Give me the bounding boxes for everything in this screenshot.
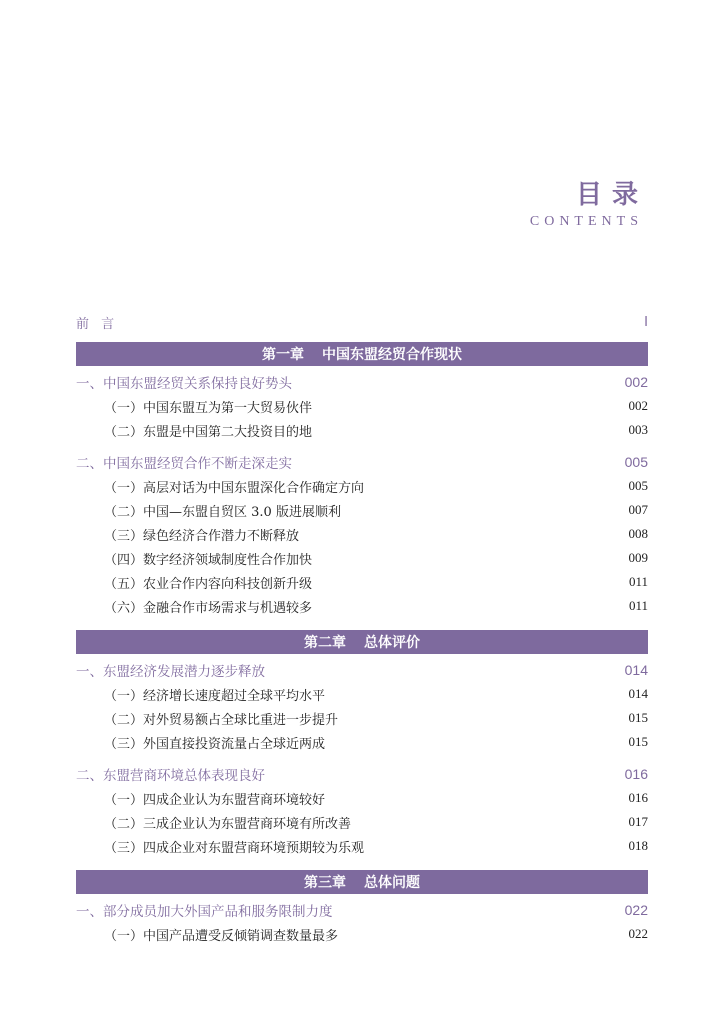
section-label: 二、东盟营商环境总体表现良好 (76, 768, 265, 784)
toc-item-entry[interactable] (76, 730, 648, 754)
toc-section-entry[interactable] (76, 450, 648, 474)
section-spacer (76, 946, 648, 950)
toc-item-entry[interactable] (76, 570, 648, 594)
section-page: 005 (624, 454, 648, 470)
item-page: 005 (628, 478, 648, 493)
item-page: 009 (628, 550, 648, 565)
chapter-title: 总体评价 (364, 635, 420, 651)
section-spacer (76, 754, 648, 758)
item-label: （一）高层对话为中国东盟深化合作确定方向 (104, 480, 365, 496)
toc-title-block (529, 178, 648, 230)
item-label: （二）三成企业认为东盟营商环境有所改善 (104, 816, 352, 832)
item-page: 015 (628, 710, 648, 725)
section-label: 一、东盟经济发展潜力逐步释放 (76, 664, 265, 680)
section-spacer (76, 442, 648, 446)
section-label: 一、中国东盟经贸关系保持良好势头 (76, 376, 292, 392)
item-page: 007 (628, 502, 648, 517)
item-page: 008 (628, 526, 648, 541)
toc-item-entry[interactable] (76, 498, 648, 522)
section-spacer (76, 858, 648, 862)
item-page: 018 (628, 838, 648, 853)
toc-item-entry[interactable] (76, 394, 648, 418)
section-label: 二、中国东盟经贸合作不断走深走实 (76, 456, 292, 472)
chapter-number: 第一章 (262, 347, 304, 363)
toc-preface-entry[interactable] (76, 310, 648, 334)
section-page: 002 (624, 374, 648, 390)
toc-item-entry[interactable] (76, 810, 648, 834)
preface-page: I (644, 314, 648, 330)
section-page: 016 (624, 766, 648, 782)
item-label: （三）绿色经济合作潜力不断释放 (104, 528, 300, 544)
toc-body (76, 342, 648, 950)
item-label: （二）对外贸易额占全球比重进一步提升 (104, 712, 339, 728)
chapter-title: 中国东盟经贸合作现状 (322, 347, 462, 363)
item-page: 014 (628, 686, 648, 701)
toc-subtitle: CONTENTS (529, 214, 643, 229)
item-label: （一）四成企业认为东盟营商环境较好 (104, 792, 326, 808)
item-page: 011 (628, 574, 648, 589)
item-label: （四）数字经济领域制度性合作加快 (104, 552, 313, 568)
toc-item-entry[interactable] (76, 418, 648, 442)
section-spacer (76, 618, 648, 622)
toc-item-entry[interactable] (76, 522, 648, 546)
toc-section-entry[interactable] (76, 762, 648, 786)
item-label: （三）四成企业对东盟营商环境预期较为乐观 (104, 840, 365, 856)
item-label: （六）金融合作市场需求与机遇较多 (104, 600, 313, 616)
item-label: （一）经济增长速度超过全球平均水平 (104, 688, 326, 704)
toc-section-entry[interactable] (76, 658, 648, 682)
item-label: （一）中国东盟互为第一大贸易伙伴 (104, 400, 313, 416)
section-page: 014 (624, 662, 648, 678)
item-page: 022 (628, 926, 648, 941)
toc-item-entry[interactable] (76, 594, 648, 618)
toc-item-entry[interactable] (76, 474, 648, 498)
toc-item-entry[interactable] (76, 922, 648, 946)
chapter-header[interactable] (76, 342, 648, 366)
chapter-title: 总体问题 (364, 875, 420, 891)
item-page: 015 (628, 734, 648, 749)
item-label: （三）外国直接投资流量占全球近两成 (104, 736, 326, 752)
chapter-number: 第三章 (304, 875, 346, 891)
toc-section-entry[interactable] (76, 370, 648, 394)
item-page: 002 (628, 398, 648, 413)
item-page: 003 (628, 422, 648, 437)
item-page: 011 (628, 598, 648, 613)
toc-item-entry[interactable] (76, 682, 648, 706)
chapter-header[interactable] (76, 630, 648, 654)
item-label: （二）东盟是中国第二大投资目的地 (104, 424, 313, 440)
item-label: （一）中国产品遭受反倾销调查数量最多 (104, 928, 339, 944)
item-page: 017 (628, 814, 648, 829)
item-label: （二）中国—东盟自贸区 3.0 版进展顺利 (104, 504, 341, 520)
preface-label: 前 言 (76, 316, 119, 332)
section-label: 一、部分成员加大外国产品和服务限制力度 (76, 904, 333, 920)
toc-item-entry[interactable] (76, 786, 648, 810)
toc-section-entry[interactable] (76, 898, 648, 922)
toc-item-entry[interactable] (76, 834, 648, 858)
toc-item-entry[interactable] (76, 706, 648, 730)
item-label: （五）农业合作内容向科技创新升级 (104, 576, 313, 592)
table-of-contents (76, 310, 648, 950)
item-page: 016 (628, 790, 648, 805)
toc-item-entry[interactable] (76, 546, 648, 570)
section-page: 022 (624, 902, 648, 918)
chapter-header[interactable] (76, 870, 648, 894)
chapter-number: 第二章 (304, 635, 346, 651)
toc-title: 目录 (575, 180, 648, 210)
